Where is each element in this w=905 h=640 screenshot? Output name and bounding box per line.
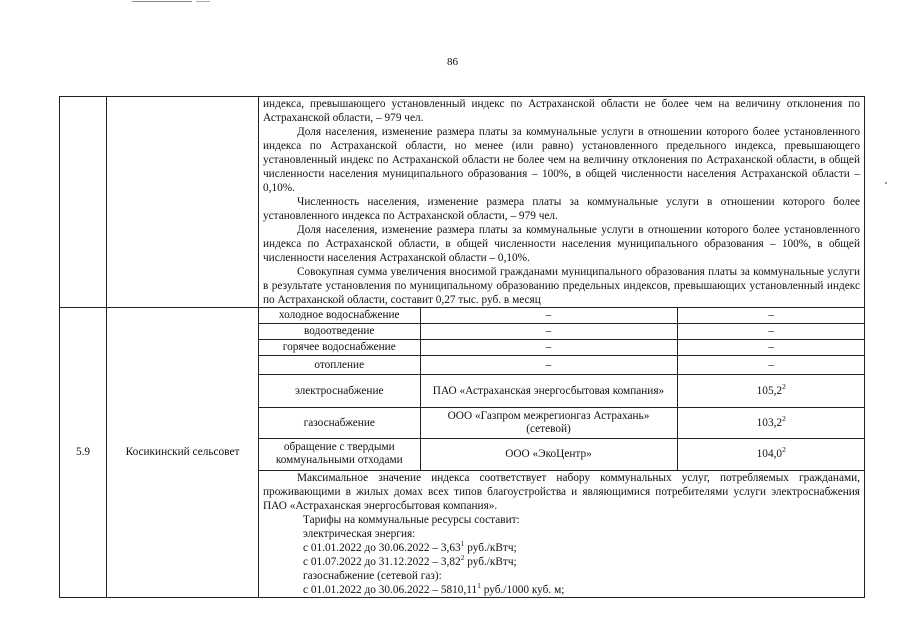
- scan-artifact-line: [196, 1, 210, 2]
- service-row: [259, 340, 865, 356]
- paragraph: Численность населения, изменение размера платы за коммунальные услуги в отношении которого более установленного индекса по Астраханской области, – 979 чел.: [263, 196, 860, 222]
- service-provider: –: [420, 356, 677, 375]
- tariff-text: с 01.01.2022 до 30.06.2022 – 5810,11: [303, 583, 478, 596]
- service-name: газоснабжение: [259, 408, 420, 439]
- service-row: [259, 375, 865, 408]
- document-table: [59, 96, 865, 598]
- footnote-mark: 2: [782, 413, 786, 423]
- paragraph: Совокупная сумма увеличения вносимой гражданами муниципального образования платы за коммунальные услуги в результате установления по муниципальному образованию предельных индексов, превышающих установленный индекс по Астраханской области, составит 0,27 тыс. руб. в месяц: [263, 266, 860, 306]
- section-number: 5.9: [60, 308, 107, 598]
- footnote-mark: 2: [782, 444, 786, 454]
- service-name: холодное водоснабжение: [259, 308, 420, 324]
- footnote-mark: 1: [477, 580, 481, 590]
- service-row: [259, 324, 865, 340]
- tariff-lines: [259, 513, 864, 597]
- footnote-mark: 2: [460, 552, 465, 562]
- service-provider: –: [420, 308, 677, 324]
- section-name: Косикинский сельсовет: [107, 308, 259, 598]
- continuation-text-cell: [259, 97, 865, 308]
- tariff-line: [263, 552, 860, 569]
- services-table: [259, 308, 865, 470]
- service-name: отопление: [259, 356, 420, 375]
- name-cell-empty: [107, 97, 259, 308]
- index-value: 105,2: [756, 384, 783, 397]
- table-row-section: [60, 308, 865, 471]
- footnote-mark: 2: [782, 381, 786, 391]
- tariff-unit: руб./кВтч;: [464, 541, 517, 554]
- tariff-text: с 01.07.2022 до 31.12.2022 – 3,82: [303, 555, 461, 568]
- service-provider: ООО «ЭкоЦентр»: [420, 439, 677, 470]
- service-index: –: [677, 340, 865, 356]
- section-text-cell: [259, 470, 865, 597]
- service-index: –: [677, 308, 865, 324]
- service-index: –: [677, 356, 865, 375]
- service-name: водоотведение: [259, 324, 420, 340]
- tariffs-label: Тарифы на коммунальные ресурсы составит:: [303, 513, 520, 526]
- service-name: электроснабжение: [259, 375, 420, 408]
- service-provider: –: [420, 340, 677, 356]
- service-index: –: [677, 324, 865, 340]
- footnote-mark: 1: [460, 538, 465, 548]
- service-provider: ПАО «Астраханская энергосбытовая компания»: [420, 375, 677, 408]
- service-index: [677, 375, 865, 408]
- service-row: [259, 439, 865, 470]
- table-row-continuation: [60, 97, 865, 308]
- service-provider: ООО «Газпром межрегионгаз Астрахань» (сетевой): [420, 408, 677, 439]
- service-name: горячее водоснабжение: [259, 340, 420, 356]
- service-name: обращение с твердыми коммунальными отходами: [259, 439, 420, 470]
- scan-artifact-line: [132, 1, 192, 2]
- electricity-label: электрическая энергия:: [303, 527, 416, 540]
- paragraph: Доля населения, изменение размера платы за коммунальные услуги в отношении которого более установленного индекса по Астраханской области, но менее (или равно) установленного предельного индекса, превышающего установленный индекс по Астраханской области не более чем на величину отклонения по Астраханской области, в общей численности населения муниципального образования – 100%, в общей численности населения Астраханской области – 0,10%.: [263, 126, 860, 194]
- scan-speck: [885, 182, 887, 184]
- service-row: [259, 308, 865, 324]
- tariff-unit: руб./кВтч;: [464, 555, 517, 568]
- num-cell-empty: [60, 97, 107, 308]
- paragraph: Максимальное значение индекса соответствует набору коммунальных услуг, потребляемых гражданами, проживающими в жилых домах всех типов благоустройства и являющимися потребителями услуги электроснабжения ПАО «Астраханская энергосбытовая компания».: [263, 471, 860, 512]
- service-row: [259, 356, 865, 375]
- paragraph: индекса, превышающего установленный индекс по Астраханской области не более чем на величину отклонения по Астраханской области, – 979 чел.: [263, 98, 860, 124]
- tariff-text: с 01.01.2022 до 30.06.2022 – 3,63: [303, 541, 461, 554]
- paragraph: Доля населения, изменение размера платы за коммунальные услуги в отношении которого более установленного индекса по Астраханской области, в общей численности населения муниципального образования – 100%, в общей численности населения Астраханской области – 0,10%.: [263, 224, 860, 264]
- index-value: 103,2: [756, 416, 783, 429]
- service-provider: –: [420, 324, 677, 340]
- index-value: 104,0: [756, 447, 783, 460]
- tariff-line: [263, 538, 860, 555]
- tariff-line: [263, 580, 860, 597]
- service-row: [259, 408, 865, 439]
- services-cell: [259, 308, 865, 471]
- service-index: [677, 408, 865, 439]
- service-index: [677, 439, 865, 470]
- gas-label: газоснабжение (сетевой газ):: [303, 569, 442, 582]
- page-number: 86: [447, 56, 458, 68]
- tariff-unit: руб./1000 куб. м;: [480, 583, 565, 596]
